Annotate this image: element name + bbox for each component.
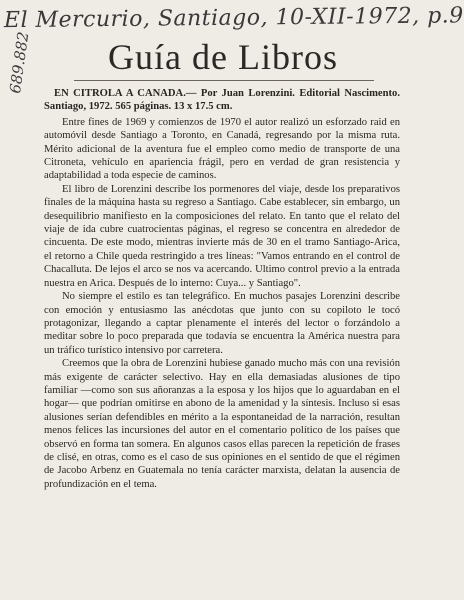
title-divider	[74, 80, 374, 81]
review-column	[44, 87, 400, 491]
review-paragraph: No siempre el estilo es tan telegráfico. En muchos pasajes Lorenzini describe con emoción y entusiasmo las anécdotas que junto con su copiloto le tocó protagonizar, llegando a captar plenamente el interés del lector o forzándolo a meditar sobre lo poco preparada que todavía se encuentra la América nuestra para un tráfico turístico intensivo por carretera.	[44, 291, 400, 356]
review-paragraph: Creemos que la obra de Lorenzini hubiese ganado mucho más con una revisión más exigente de carácter selectivo. Hay en ella demasiadas alusiones de tipo familiar —como son sus añoranzas a la esposa y los hijos que lo aguardaban en el hogar— que podrían omitirse en abono de la amenidad y la síntesis. Incluso si esas alusiones serían defendibles en mérito a la espontaneidad de la narración, resultan menos felices las incursiones del autor en el comentario político de los países que observó en forma tan somera. En algunos casos ellas parecen la repetición de frases de clisé, en otras, como es el caso de sus opiniones en el sentido de que el régimen de Jacobo Arbenz en Guatemala no tenía carácter marxista, delatan la ausencia de profundización en el tema.	[44, 358, 400, 490]
book-heading: EN CITROLA A CANADA.— Por Juan Lorenzini. Editorial Nascimento. Santiago, 1972. 565 páginas. 13 x 17.5 cm.	[44, 88, 400, 113]
handwritten-source-note: El Mercurio, Santiago, 10-XII-1972, p.9	[3, 3, 464, 34]
review-paragraph: Entre fines de 1969 y comienzos de 1970 el autor realizó un esforzado raid en automóvil desde Santiago a Toronto, en Canadá, regresando por la misma ruta. Mérito adicional de la aventura fue el empleo como medio de transporte de una Citroneta, vehículo en apariencia frágil, pero en verdad de gran resistencia y adaptabilidad a toda especie de caminos.	[44, 116, 400, 182]
section-title: Guía de Libros	[108, 37, 338, 77]
margin-catalog-number: 689.882	[6, 30, 33, 95]
review-paragraph: El libro de Lorenzini describe los pormenores del viaje, desde los preparativos finales de la máquina hasta su regreso a Santiago. Cabe establecer, sin embargo, un desequilibrio manifiesto en la composiciones del relato. En tanto que el relato del viaje de ida cubre cuatrocientas páginas, el regreso se concentra en alrededor de cincuenta. De este modo, mientras invierte más de 30 en el tramo Santiago-Arica, el retorno a Chile queda restringido a tres líneas: "Vamos entrando en el control de Chacalluta. De lejos el arco se nos va acercando. Ultimo control previo a la entrada nuestra en Arica. Después de lo interno: Cuya... y Santiago".	[44, 183, 400, 289]
